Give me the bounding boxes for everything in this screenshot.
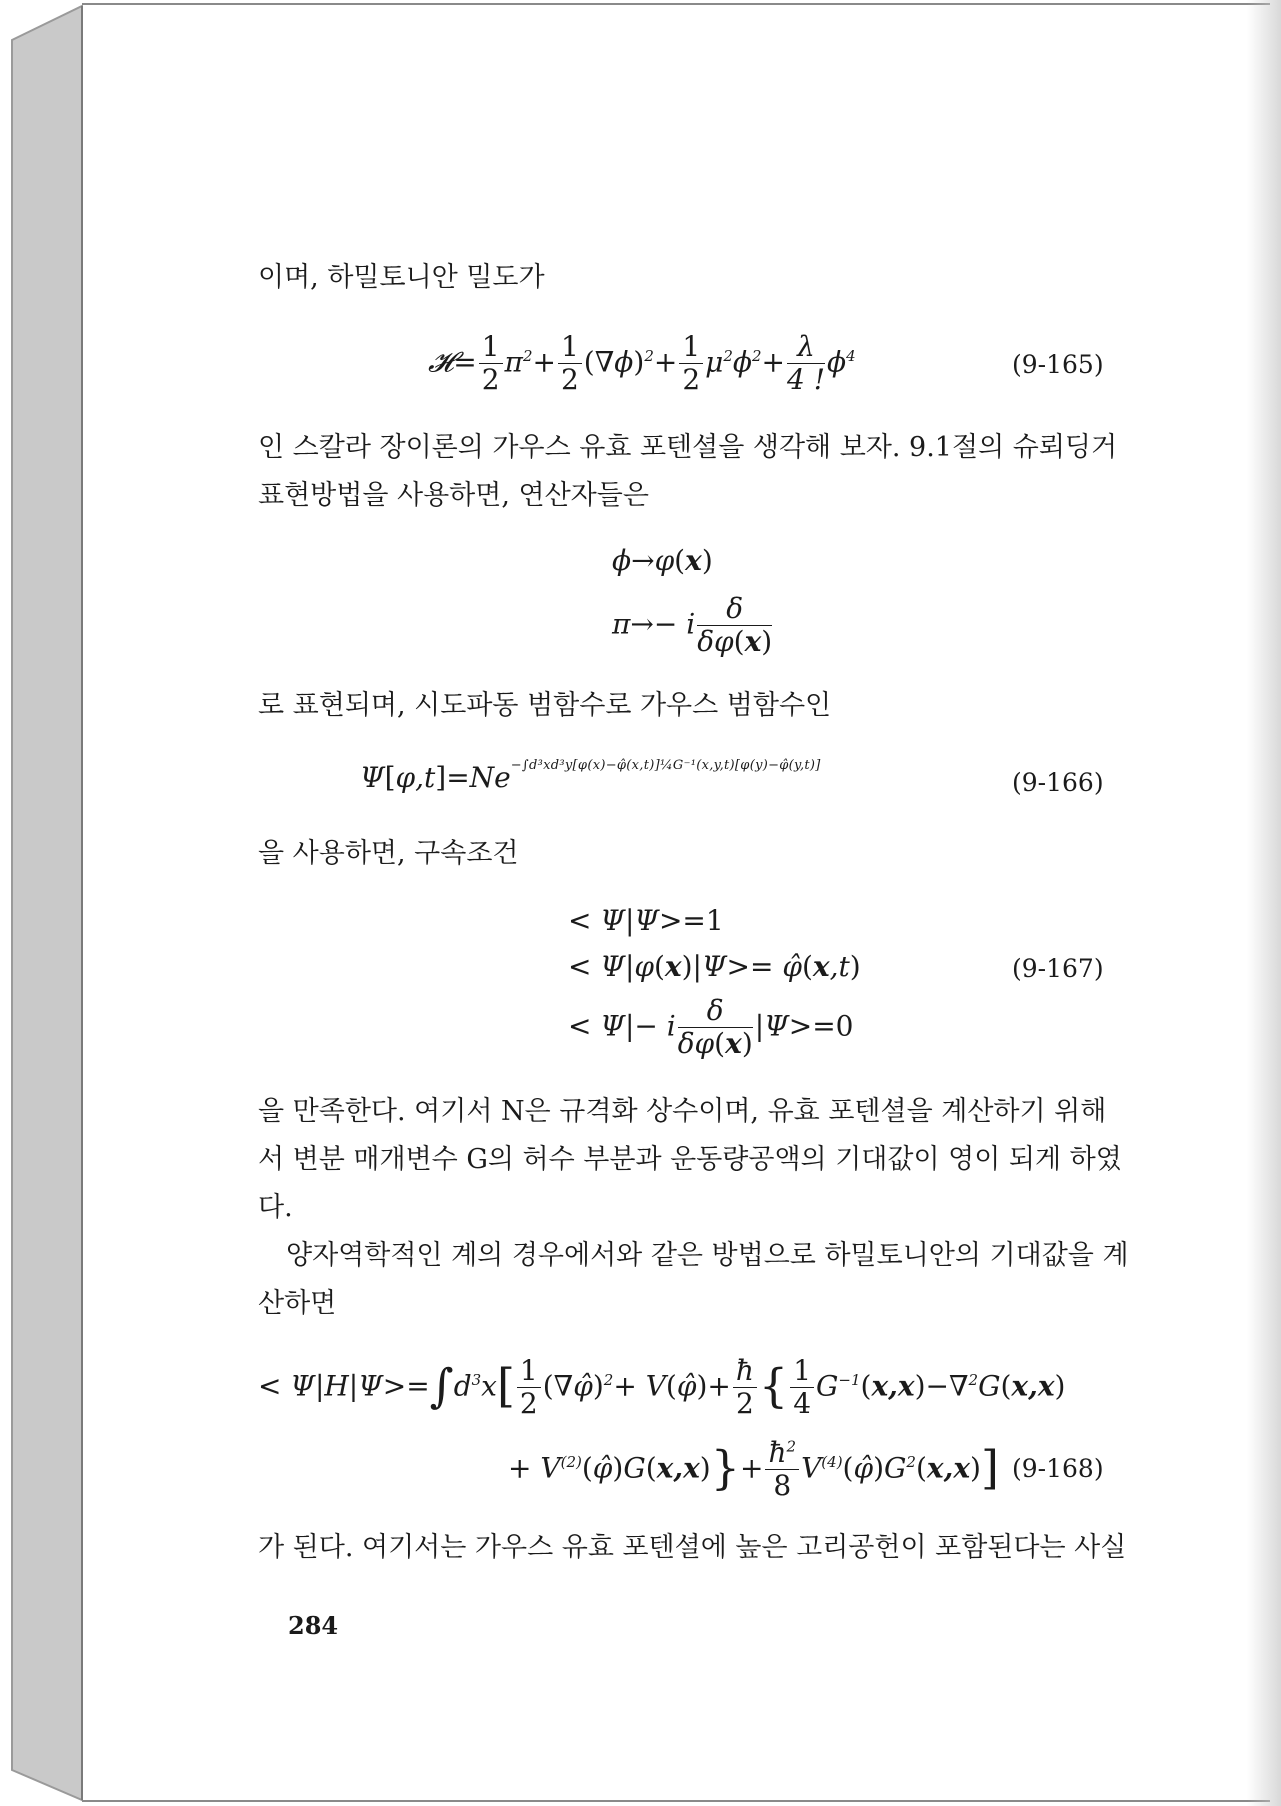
text-line-11: 가 된다. 여기서는 가우스 유효 포텐셜에 높은 고리공헌이 포함된다는 사실 <box>258 1532 1127 1563</box>
text-line-3: 표현방법을 사용하면, 연산자들은 <box>258 480 649 511</box>
text-line-2: 인 스칼라 장이론의 가우스 유효 포텐셜을 생각해 보자. 9.1절의 슈뢰딩거 <box>258 432 1118 463</box>
operator-phi: ϕ→φ(x) <box>612 544 713 577</box>
page-edge-shadow <box>1247 0 1281 1806</box>
constraint-1: < Ψ|Ψ>=1 <box>568 904 724 937</box>
equation-168-line-2: + $V^{(2)}(\varphî)G(x,x)\}+$ $\frac{ħ^2}{8}$ $V^{(4)}(\varphî)G^2(x,x)$] <box>508 1436 999 1502</box>
text-line-5: 을 사용하면, 구속조건 <box>258 838 519 869</box>
text-line-4: 로 표현되며, 시도파동 범함수로 가우스 범함수인 <box>258 690 832 721</box>
operator-pi: π→− i $\frac{\delta}{\delta\varphi(x)}$ <box>612 592 773 658</box>
equation-number-168: (9-168) <box>1012 1454 1104 1483</box>
constraint-2: < Ψ|φ(x)|Ψ>= φ̂(x,t) <box>568 950 861 983</box>
equation-number-167: (9-167) <box>1012 954 1104 983</box>
text-line-9: 양자역학적인 계의 경우에서와 같은 방법으로 하밀토니안의 기대값을 계 <box>286 1240 1129 1271</box>
page-number: 284 <box>288 1611 339 1640</box>
constraint-3: < Ψ|− i $\frac{\delta}{\delta\varphi(x)}$ |Ψ>=0 <box>568 994 854 1060</box>
equation-168-line-1: < $\Psi|H|\Psi>=\int d^3x$[ $\frac{1}{2}$ (∇φ̂)$^2$+ V(φ̂)+ $\frac{ħ}{2}$ { $\frac{1}{4}$ $G^{-1}(x,x)-\nabla^2G(x,x)$ <box>258 1354 1066 1420</box>
equation-166: $\Psi[\varphi,t]=Ne^{-\int d^3xd^3y[\varphi(x)-\varphî(x,t)]\frac{1}{4}G^{-1}(x,y,t)[\varphi(y)-\varphî(y,t)]}$ <box>360 758 821 794</box>
text-line-1: 이며, 하밀토니안 밀도가 <box>258 262 545 293</box>
equation-165: 𝓗= $\frac{1}{2}$ $\pi^2+$ $\frac{1}{2}$ $(\nabla\phi)^2+$ $\frac{1}{2}$ $\mu^2\phi^2+$ $\frac{\lambda}{4 !}$ $\phi^4$ <box>428 330 856 396</box>
equation-number-166: (9-166) <box>1012 768 1104 797</box>
equation-number-165: (9-165) <box>1012 350 1104 379</box>
text-line-7: 서 변분 매개변수 G의 허수 부분과 운동량공액의 기대값이 영이 되게 하였 <box>258 1144 1122 1175</box>
text-line-10: 산하면 <box>258 1288 337 1319</box>
text-line-6: 을 만족한다. 여기서 N은 규격화 상수이며, 유효 포텐셜을 계산하기 위해 <box>258 1096 1107 1127</box>
text-line-8: 다. <box>258 1192 293 1223</box>
